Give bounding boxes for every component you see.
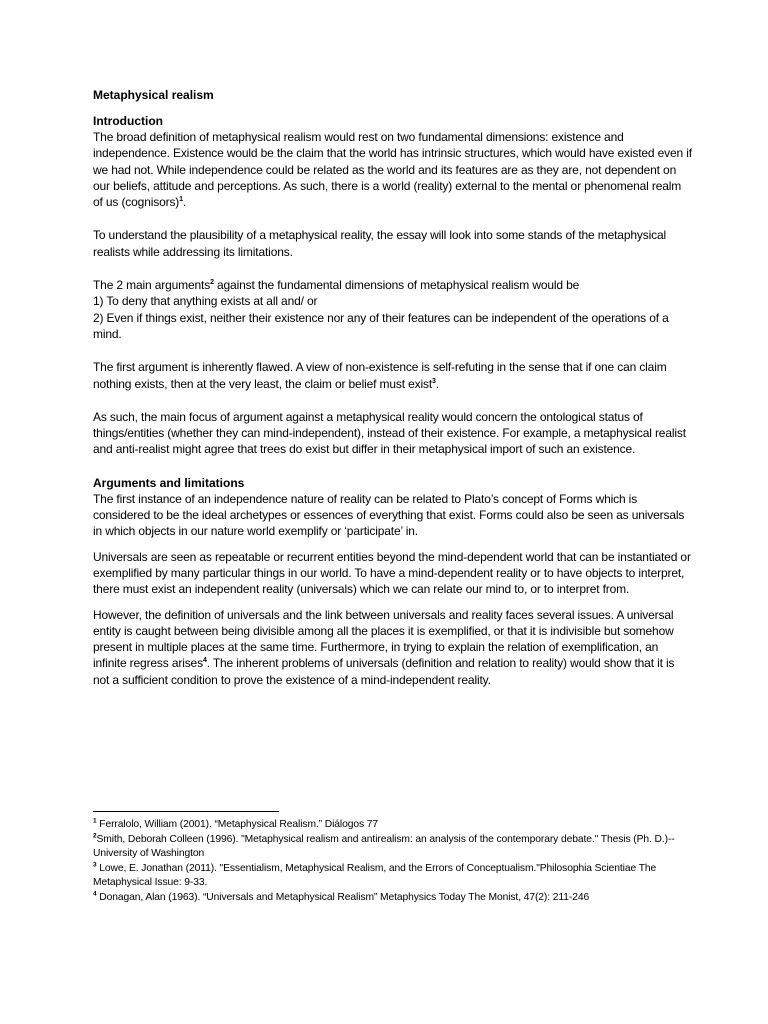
intro-paragraph-3-text: The 2 main arguments (93, 278, 211, 293)
intro-paragraph-3-end: against the fundamental dimensions of metaphysical realism would be (213, 278, 580, 293)
footnotes (93, 818, 693, 906)
footnote-number: 4 (93, 890, 97, 898)
footnote-4 (93, 891, 693, 906)
intro-paragraph-4-end: . (435, 376, 439, 391)
intro-paragraph-5: As such, the main focus of argument against a metaphysical reality would concern the ontological status of things/entities (whether they can mind-independent), instead of their existence. For example, a metaphysical realist and anti-realist might agree that trees do exist but differ in their metaphysical import of such an existence. (93, 409, 686, 457)
footnote-text: Donagan, Alan (1963). “Universals and Metaphysical Realism” Metaphysics Today The Monist, 47(2): 211-246 (96, 891, 590, 903)
list-item-1: 1) To deny that anything exists at all and/ or (93, 294, 318, 309)
arguments-paragraph-3-text: However, the definition of universals and the link between universals and reality faces several issues. A universal entity is caught between being divisible among all the places it is exemplified, or that it is indivisible but somehow present in multiple places at the same time. Furthermore, in trying to explain the relation of exemplification, an infinite regress arises (93, 607, 674, 671)
document-page (93, 87, 693, 688)
footnote-3 (93, 862, 693, 891)
intro-paragraph-1 (93, 129, 693, 210)
footnote-ref-1[interactable]: 1 (179, 196, 183, 204)
footnote-separator (93, 811, 279, 812)
footnote-ref-2[interactable]: 2 (210, 279, 214, 287)
footnote-number: 3 (93, 861, 97, 869)
footnote-1 (93, 818, 693, 833)
arguments-paragraph-3 (93, 607, 693, 688)
intro-paragraph-3 (93, 277, 693, 293)
intro-paragraph-4-text: The first argument is inherently flawed. A view of non-existence is self-refuting in the sense that if one can claim nothing exists, then at the very least, the claim or belief must exist (93, 360, 667, 391)
heading-arguments: Arguments and limitations (93, 475, 245, 490)
footnote-number: 1 (93, 817, 97, 825)
intro-paragraph-2: To understand the plausibility of a metaphysical reality, the essay will look into some stands of the metaphysical realists while addressing its limitations. (93, 228, 666, 259)
intro-paragraph-1-text: The broad definition of metaphysical realism would rest on two fundamental dimensions: existence and independence. Existence would be the claim that the world has intrinsic structures, which would have existed even if we had not. While independence could be related as the world and its features are as they are, not dependent on our beliefs, attitude and perceptions. As such, there is a world (reality) external to the mental or phenomenal realm of us (cognisors) (93, 130, 692, 210)
footnote-ref-4[interactable]: 4 (202, 657, 207, 665)
footnote-ref-3[interactable]: 3 (432, 377, 436, 385)
intro-paragraph-1-end: . (182, 195, 187, 210)
arguments-paragraph-3-end: . The inherent problems of universals (definition and relation to reality) would show that it is not a sufficient condition to prove the existence of a mind-independent reality. (93, 656, 675, 687)
intro-paragraph-4 (93, 359, 693, 392)
footnote-text: Smith, Deborah Colleen (1996). "Metaphysical realism and antirealism: an analysis of the contemporary debate." Thesis (Ph. D.)--University of Washington (93, 833, 675, 860)
footnote-2 (93, 833, 693, 862)
arguments-paragraph-1: The first instance of an independence nature of reality can be related to Plato’s concept of Forms which is considered to be the ideal archetypes or essences of everything that exist. Forms could also be seen as universals in which objects in our nature world exemplify or ‘participate’ in. (93, 491, 685, 539)
arguments-paragraph-2: Universals are seen as repeatable or recurrent entities beyond the mind-dependent world that can be instantiated or exemplified by many particular things in our world. To have a mind-dependent reality or to have objects to interpret, there must exist an independent reality (universals) which we can relate our mind to, or to interpret from. (93, 549, 691, 597)
footnote-number: 2 (93, 832, 97, 840)
document-title: Metaphysical realism (93, 88, 214, 102)
footnote-text: Lowe, E. Jonathan (2011). "Essentialism, Metaphysical Realism, and the Errors of Conceptualism."Philosophia Scientiae The Metaphysical Issue: 9-33. (93, 862, 657, 889)
footnote-text: Ferralolo, William (2001). “Metaphysical Realism.” Diálogos 77 (96, 819, 379, 830)
heading-introduction: Introduction (93, 114, 163, 128)
list-item-2: 2) Even if things exist, neither their existence nor any of their features can be independent of the operations of a mind. (93, 310, 669, 341)
